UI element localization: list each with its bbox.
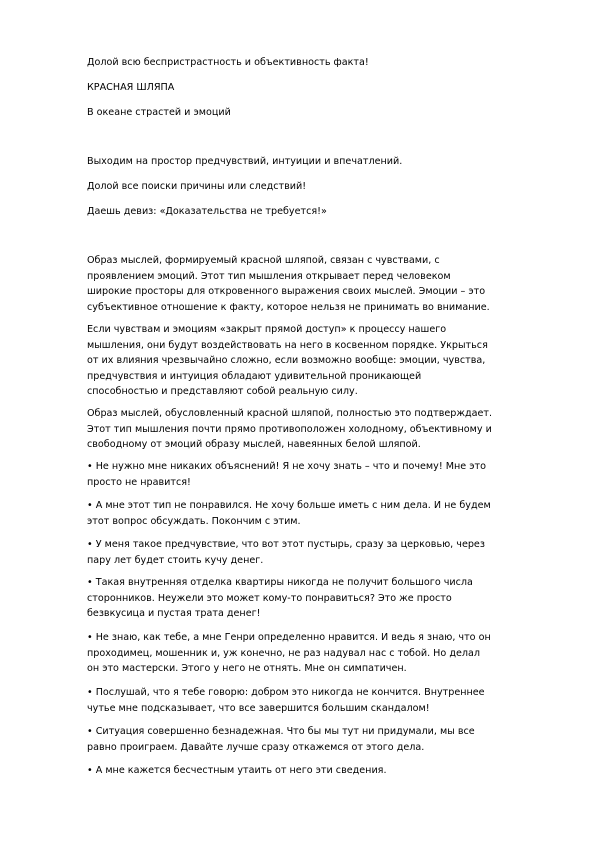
paragraph-2	[87, 322, 557, 400]
bullet-item	[87, 763, 557, 779]
bullet-line: равно проиграем. Давайте лучше сразу откажемся от этого дела.	[87, 741, 425, 753]
bullet-line: • А мне этот тип не понравился. Не хочу больше иметь с ним дела. И не будем	[87, 500, 491, 511]
bullet-line: проходимец, мошенник и, уж конечно, не раз надувал нас с тобой. Но делал	[87, 647, 480, 659]
paragraph-line: свободному от эмоций образу мыслей, навеянных белой шляпой.	[87, 439, 421, 451]
bullet-line: пару лет будет стоить кучу денег.	[87, 554, 264, 566]
paragraph-line: Если чувствам и эмоциям «закрыт прямой доступ» к процессу нашего	[87, 324, 447, 335]
bullet-line: • Такая внутренняя отделка квартиры никогда не получит большого числа	[87, 577, 473, 588]
bullet-line: • У меня такое предчувствие, что вот этот пустырь, сразу за церковью, через	[87, 539, 485, 550]
bullet-line: • Послушай, что я тебе говорю: добром это никогда не кончится. Внутреннее	[87, 687, 485, 698]
slogan-line-2: Долой все поиски причины или следствий!	[87, 181, 307, 192]
paragraph-line: Образ мыслей, формируемый красной шляпой, связан с чувствами, с	[87, 255, 440, 266]
bullet-item	[87, 498, 557, 529]
paragraph-1	[87, 253, 557, 315]
bullet-item	[87, 459, 557, 490]
bullet-line: • А мне кажется бесчестным утаить от него эти сведения.	[87, 765, 387, 776]
slogan-line-3: Даешь девиз: «Доказательства не требуется!»	[87, 206, 327, 217]
bullet-line: • Не знаю, как тебе, а мне Генри определенно нравится. И ведь я знаю, что он	[87, 632, 491, 643]
bullet-line: этот вопрос обсуждать. Покончим с этим.	[87, 515, 301, 527]
paragraph-line: способностью и представляют собой реальную силу.	[87, 386, 358, 398]
bullet-item	[87, 537, 557, 568]
slogan-line-1: Выходим на простор предчувствий, интуиции и впечатлений.	[87, 156, 403, 167]
bullet-item	[87, 685, 557, 716]
paragraph-line: субъективное отношение к факту, которое нельзя не принимать во внимание.	[87, 301, 490, 313]
bullet-line: • Ситуация совершенно безнадежная. Что бы мы тут ни придумали, мы все	[87, 726, 475, 737]
bullet-line: он это мастерски. Этого у него не отнять. Мне он симпатичен.	[87, 663, 407, 675]
bullet-item	[87, 630, 557, 677]
bullet-line: просто не нравится!	[87, 476, 191, 488]
paragraph-line: предчувствия и интуиция обладают удивительной проникающей	[87, 370, 422, 382]
bullet-line: • Не нужно мне никаких объяснений! Я не хочу знать – что и почему! Мне это	[87, 461, 486, 472]
bullet-line: чутье мне подсказывает, что все завершится большим скандалом!	[87, 702, 430, 714]
paragraph-line: от их влияния чрезвычайно сложно, если возможно вообще: эмоции, чувства,	[87, 355, 486, 367]
header-subtitle: В океане страстей и эмоций	[87, 107, 231, 118]
paragraph-line: Этот тип мышления почти прямо противоположен холодному, объективному и	[87, 423, 492, 435]
paragraph-line: проявлением эмоций. Этот тип мышления открывает перед человеком	[87, 270, 451, 282]
header-title: КРАСНАЯ ШЛЯПА	[87, 82, 175, 93]
header-line-1: Долой всю беспристрастность и объективность факта!	[87, 57, 369, 68]
paragraph-3	[87, 406, 557, 453]
paragraph-line: мышления, они будут воздействовать на него в косвенном порядке. Укрыться	[87, 339, 488, 351]
paragraph-line: Образ мыслей, обусловленный красной шляпой, полностью это подтверждает.	[87, 408, 493, 419]
bullet-line: безвкусица и пустая трата денег!	[87, 608, 261, 620]
bullet-item	[87, 724, 557, 755]
paragraph-line: широкие просторы для откровенного выражения своих мыслей. Эмоции – это	[87, 286, 486, 298]
bullet-item	[87, 575, 557, 622]
bullet-line: сторонников. Неужели это может кому-то понравиться? Это же просто	[87, 592, 452, 604]
